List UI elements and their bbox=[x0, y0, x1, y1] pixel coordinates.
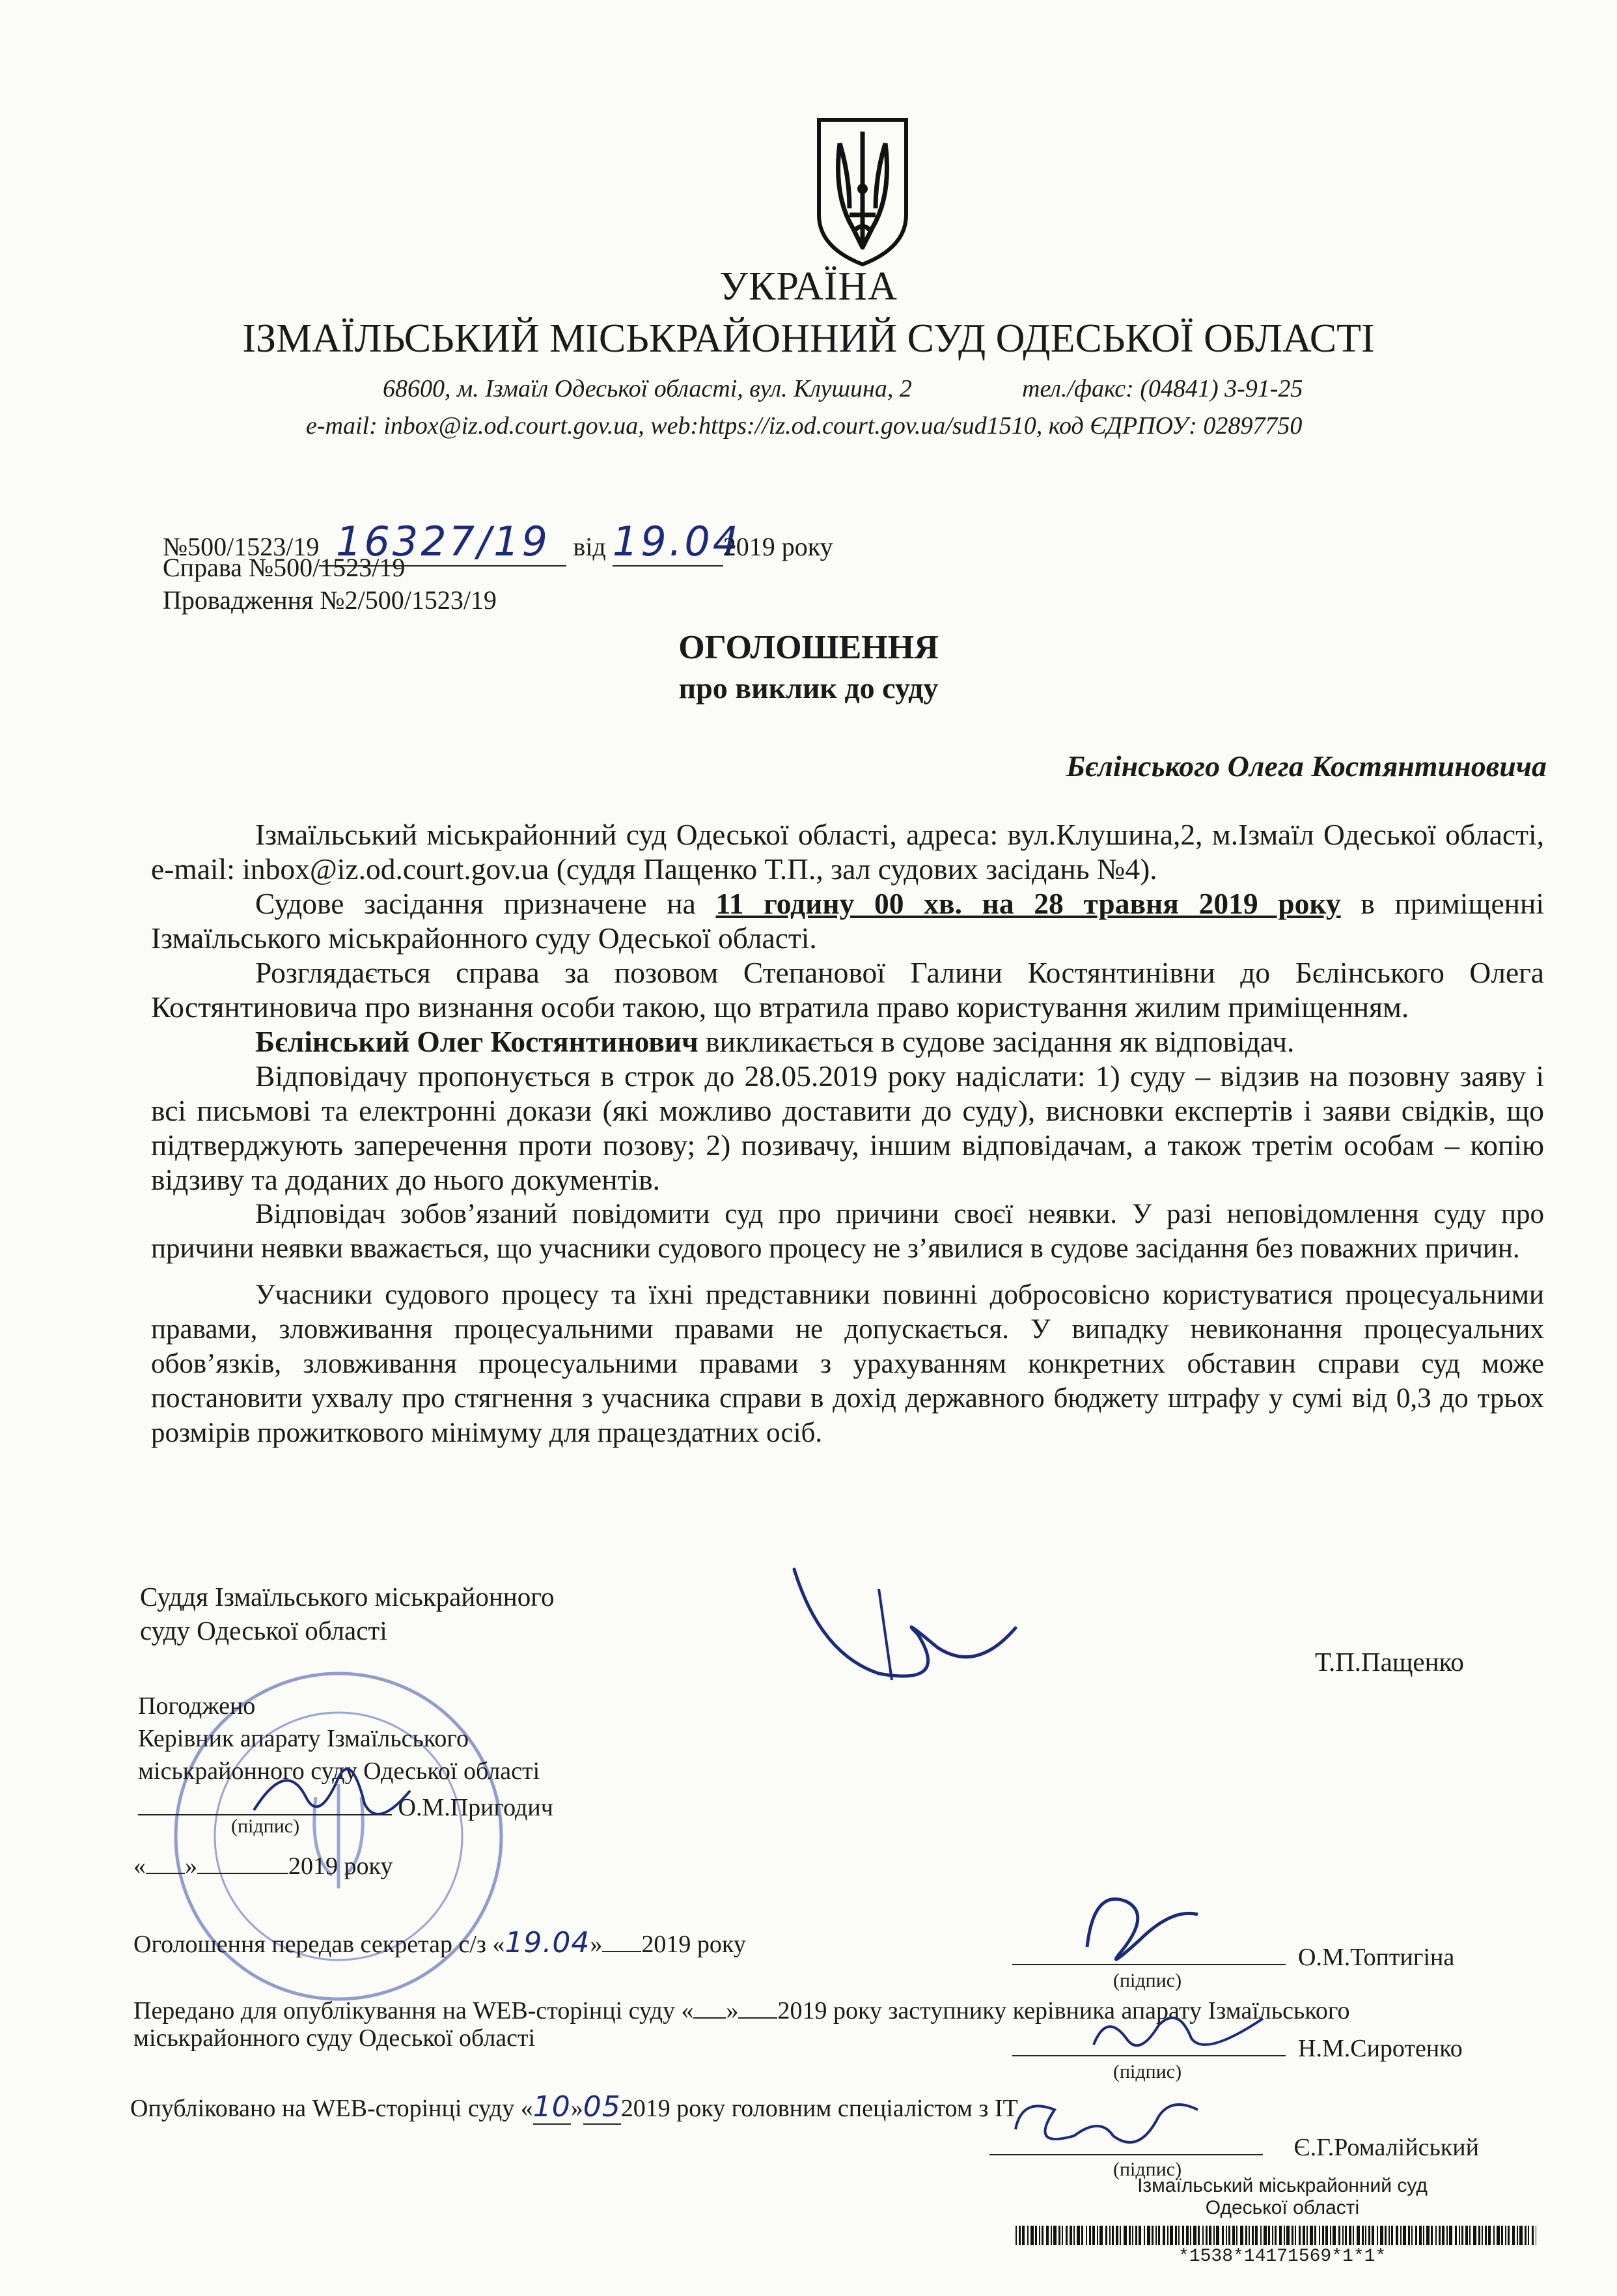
transfer-text-b: » bbox=[726, 1997, 739, 2024]
transfer-signature-icon bbox=[1081, 1999, 1276, 2071]
footer-stamp bbox=[1055, 2175, 1510, 2219]
court-contacts: e-mail: inbox@iz.od.court.gov.ua, web:https://iz.od.court.gov.ua/sud1510, код ЄДРПОУ: 02897750 bbox=[306, 412, 1303, 440]
approval-organization: міськрайонного суду Одеської області bbox=[138, 1757, 540, 1785]
outgoing-prefix: №500/1523/19 bbox=[163, 532, 320, 561]
footer-stamp-line1: Ізмаїльський міськрайонний суд bbox=[1137, 2175, 1428, 2196]
published-text-a: Опубліковано на WEB-сторінці суду « bbox=[130, 2095, 533, 2122]
secretary-signature-icon bbox=[1068, 1875, 1211, 1973]
published-month: 05 bbox=[583, 2090, 621, 2123]
paragraph-response: Відповідачу пропонується в строк до 28.05.2019 року надіслати: 1) суду – відзив на позовну заяву і всі письмові та електронні докази (які можливо доставити до суду), висновки експертів і заяви свідків, що підтверджують заперечення проти позову; 2) позивачу, іншим відповідачам, а також третім особам – копію відзиву та доданих до нього документів. bbox=[151, 1059, 1544, 1196]
addressee: Бєлінського Олега Костянтиновича bbox=[1066, 749, 1547, 783]
transfer-name: Н.М.Сиротенко bbox=[1298, 2035, 1463, 2062]
secretary-year: 2019 року bbox=[641, 1931, 746, 1958]
footer-stamp-line2: Одеської області bbox=[1205, 2197, 1360, 2219]
transfer-signature-hint: (підпис) bbox=[1113, 2061, 1182, 2082]
outgoing-date-handwritten: 19.04 bbox=[612, 518, 741, 565]
summons-text: викликається в судове засідання як відповідач. bbox=[698, 1025, 1295, 1058]
published-day: 10 bbox=[532, 2090, 571, 2123]
secretary-signature-hint: (підпис) bbox=[1113, 1970, 1182, 1991]
notice-body bbox=[151, 817, 1544, 1450]
publication-transfer-line2: міськрайонного суду Одеської області bbox=[133, 2024, 536, 2052]
published-text-mid: » bbox=[570, 2095, 583, 2122]
paragraph-absence: Відповідач зобов’язаний повідомити суд про причини своєї неявки. У разі неповідомлення суду про причини неявки вважається, що учасники судового процесу не з’явилися в судове засідання без поважних причин. bbox=[151, 1199, 1544, 1264]
secretary-date-handwritten: 19.04 bbox=[504, 1926, 590, 1959]
paragraph-hearing bbox=[151, 886, 1544, 955]
proceeding-number: Провадження №2/500/1523/19 bbox=[163, 585, 497, 615]
approval-date-open: « bbox=[133, 1853, 146, 1880]
judge-signature-icon bbox=[781, 1550, 1029, 1693]
paragraph-summons bbox=[151, 1024, 1544, 1059]
approval-label: Погоджено bbox=[138, 1692, 256, 1720]
judge-title-line1: Суддя Ізмаїльського міськрайонного bbox=[140, 1582, 555, 1612]
secretary-name: О.М.Топтигіна bbox=[1298, 1944, 1455, 1971]
published-text-b: 2019 року головним спеціалістом з IT bbox=[620, 2095, 1018, 2122]
hearing-text-before: Судове засідання призначене на bbox=[255, 887, 716, 920]
secretary-date-close: » bbox=[590, 1931, 603, 1958]
approval-date-close: » bbox=[185, 1853, 197, 1880]
paragraph-case: Розглядається справа за позовом Степанової Галини Костянтинівни до Бєлінського Олега Костянтиновича про визнання особи такою, що втратила право користування жилим приміщенням. bbox=[151, 956, 1544, 1024]
document-subtitle: про виклик до суду bbox=[678, 671, 939, 705]
hearing-text-after: в приміщенні Ізмаїльського міськрайонного суду Одеської області. bbox=[151, 887, 1544, 955]
court-name: ІЗМАЇЛЬСЬКИЙ МІСЬКРАЙОННИЙ СУД ОДЕСЬКОЇ ОБЛАСТІ bbox=[242, 316, 1375, 361]
judge-title-line2: суду Одеської області bbox=[140, 1616, 387, 1645]
secretary-text: Оголошення передав секретар с/з « bbox=[133, 1931, 505, 1958]
coat-of-arms-icon bbox=[814, 117, 911, 267]
case-number: Справа №500/1523/19 bbox=[163, 553, 406, 582]
hearing-datetime: 11 годину 00 хв. на 28 травня 2019 року bbox=[715, 887, 1341, 920]
country-title: УКРАЇНА bbox=[719, 264, 898, 309]
approval-date-year: 2019 року bbox=[288, 1853, 393, 1880]
approval-name: О.М.Пригодич bbox=[398, 1794, 553, 1821]
published-line bbox=[130, 2090, 1018, 2125]
approval-signature-hint: (підпис) bbox=[231, 1815, 300, 1837]
outgoing-number-handwritten: 16327/19 bbox=[335, 518, 550, 565]
document-title: ОГОЛОШЕННЯ bbox=[678, 629, 939, 666]
court-phone: тел./факс: (04841) 3-91-25 bbox=[1022, 375, 1303, 402]
approval-position: Керівник апарату Ізмаїльського bbox=[138, 1725, 469, 1752]
paragraph-court-info: Ізмаїльський міськрайонний суд Одеської області, адреса: вул.Клушина,2, м.Ізмаїл Одеської області, e-mail: inbox@iz.od.court.gov.ua (суддя Пащенко Т.П., зал судових засідань №4). bbox=[151, 818, 1544, 886]
from-label: від bbox=[573, 532, 606, 561]
year-suffix: 2019 року bbox=[723, 532, 833, 561]
published-name: Є.Г.Ромалійський bbox=[1293, 2134, 1479, 2161]
transfer-text-a: Передано для опублікування на WEB-сторінці суду « bbox=[133, 1997, 694, 2024]
court-address: 68600, м. Ізмаїл Одеської області, вул. Клушина, 2 bbox=[383, 375, 912, 402]
barcode-icon bbox=[1016, 2226, 1536, 2245]
defendant-name: Бєлінський Олег Костянтинович bbox=[255, 1025, 698, 1058]
transfer-text-c: 2019 року заступнику керівника апарату Ізмаїльського bbox=[777, 1997, 1350, 2024]
secretary-line bbox=[133, 1926, 746, 1959]
approval-date-line bbox=[133, 1848, 393, 1881]
published-signature-icon bbox=[1002, 2090, 1211, 2162]
barcode-text: *1538*14171569*1*1* bbox=[1178, 2247, 1387, 2267]
approval-signature-icon bbox=[247, 1752, 417, 1836]
published-signature-hint: (підпис) bbox=[1113, 2159, 1182, 2180]
paragraph-obligations: Учасники судового процесу та їхні представники повинні добросовісно користуватися процесуальними правами, зловживання процесуальними правами не допускається. У випадку невиконання процесуальних обов’язків, зловживання процесуальними правами з урахуванням конкретних обставин справи суд може постановити ухвалу про стягнення з учасника справи в дохід державного бюджету штрафу у сумі від 0,3 до трьох розмірів прожиткового мінімуму для працездатних осіб. bbox=[151, 1280, 1544, 1448]
judge-name: Т.П.Пащенко bbox=[1315, 1647, 1464, 1677]
